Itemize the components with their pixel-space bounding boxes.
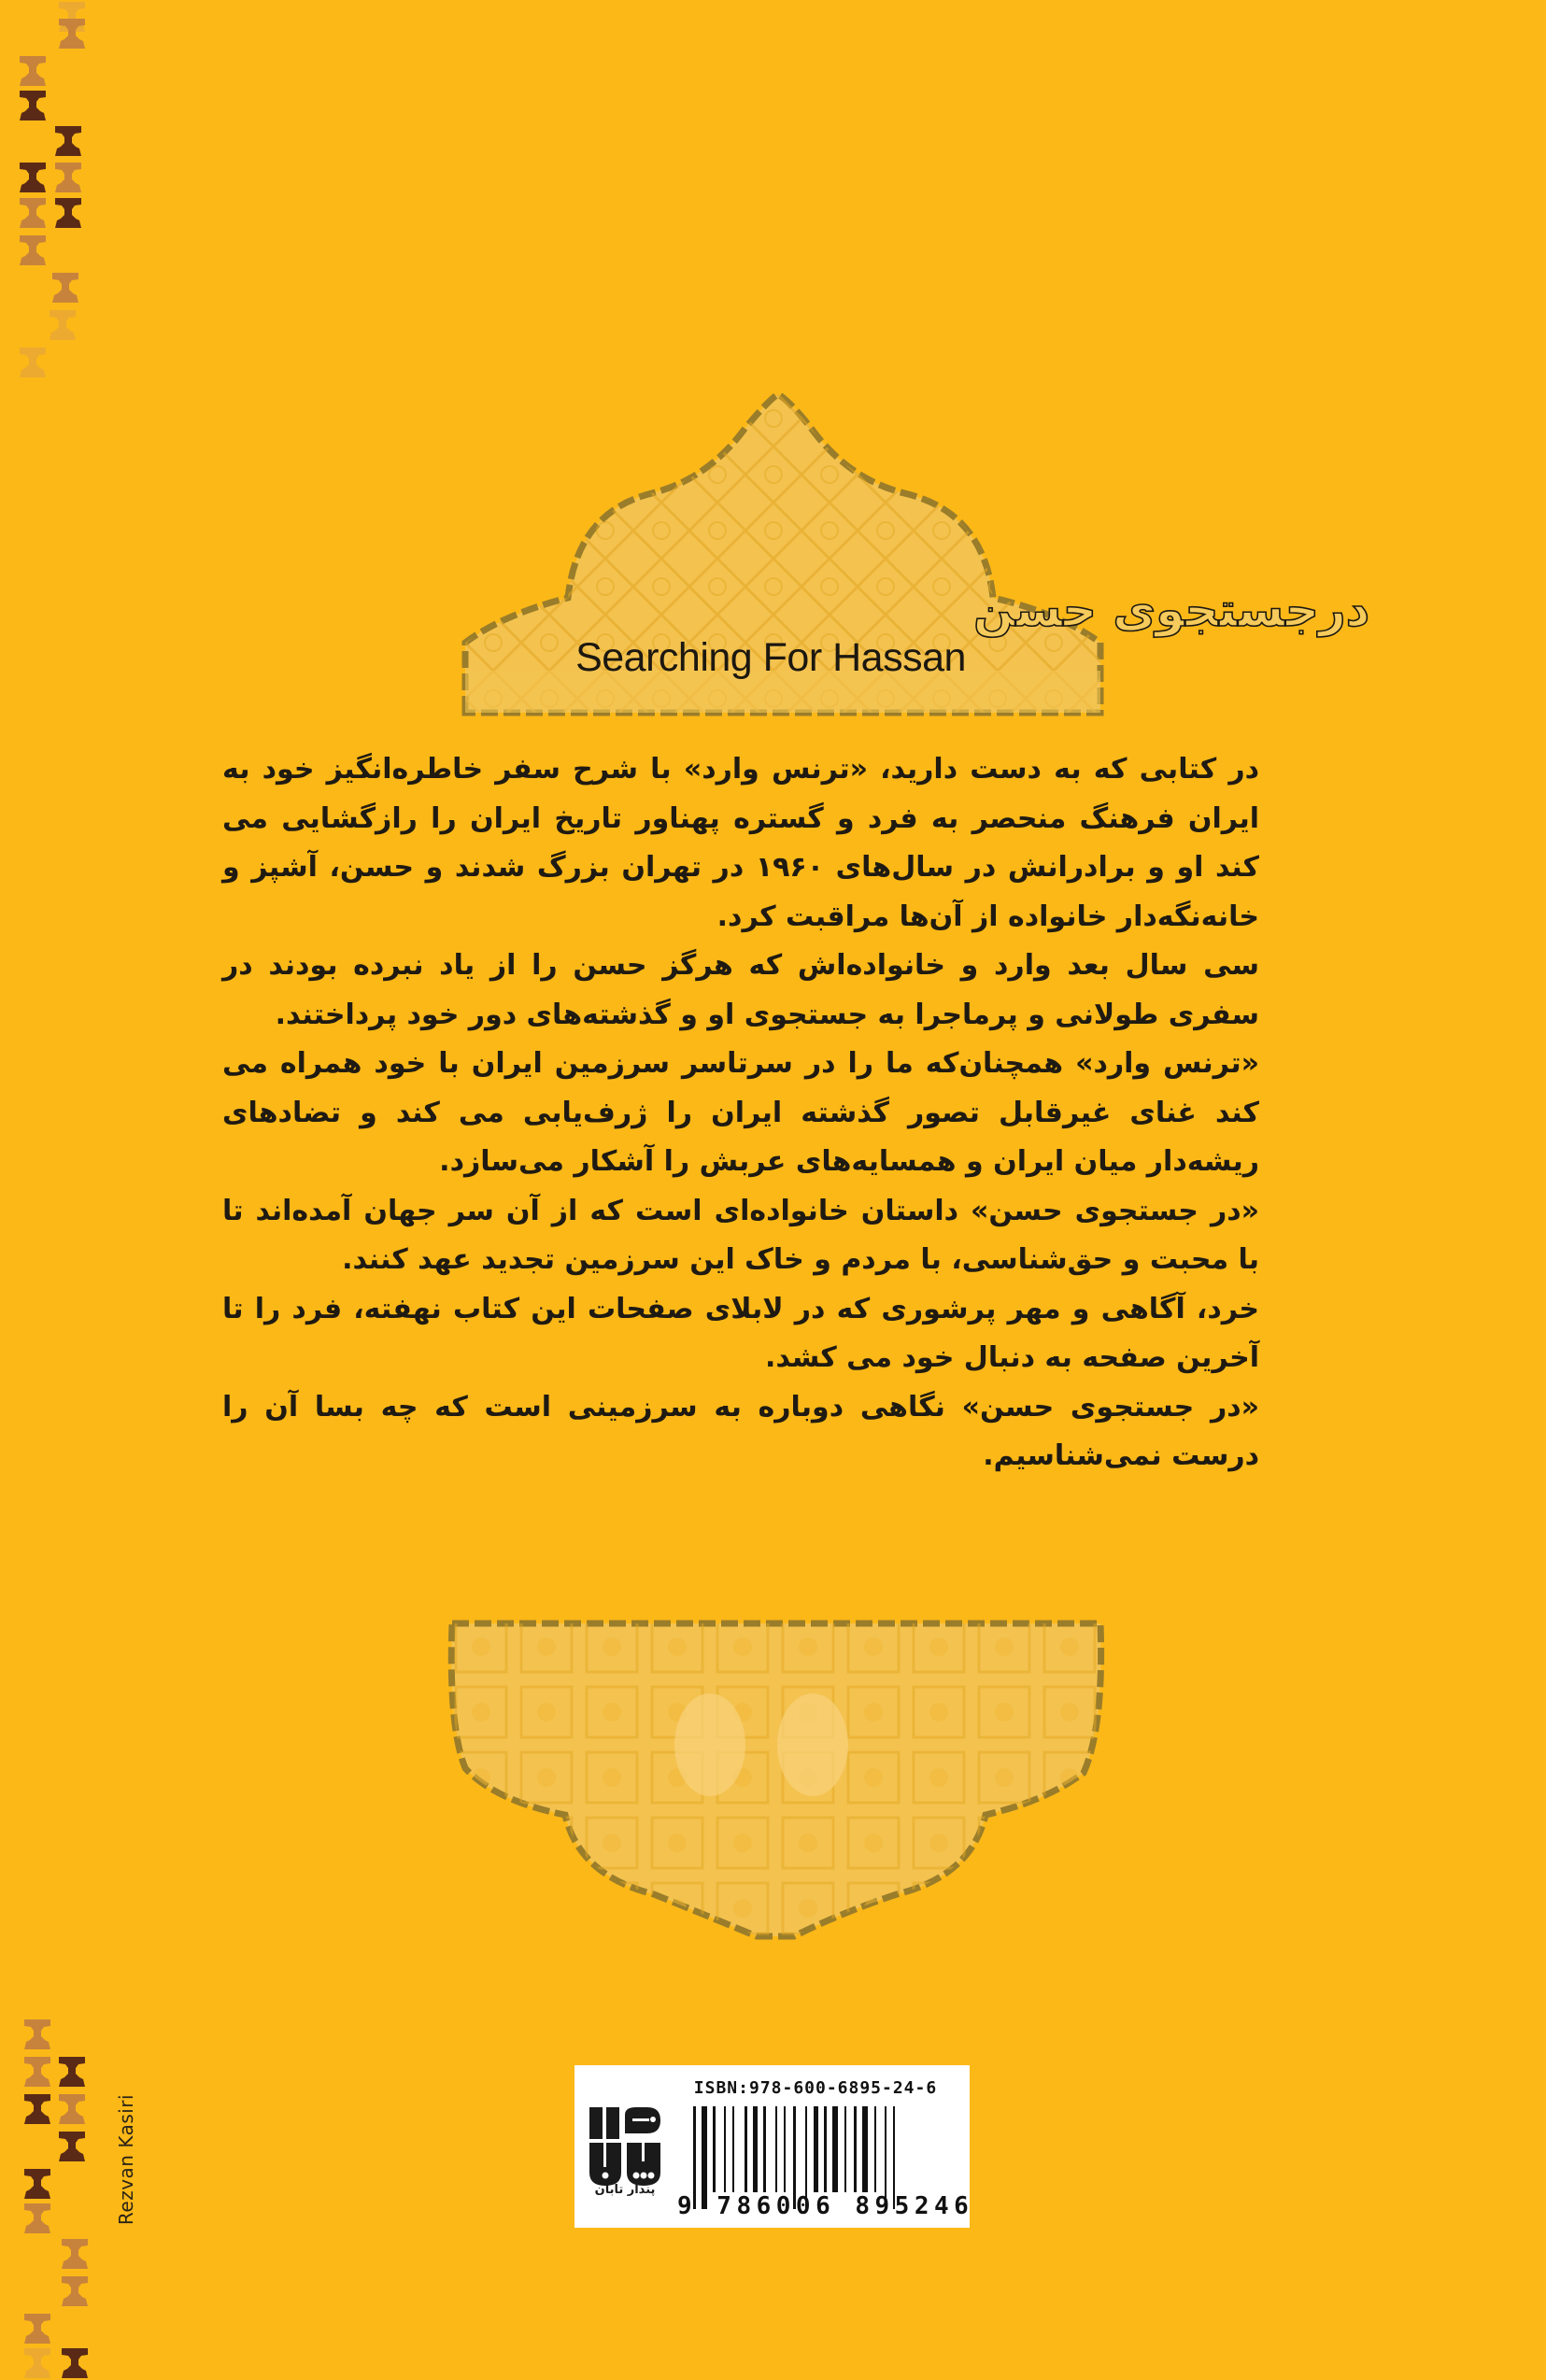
hourglass-motif-icon [19,54,47,88]
hourglass-motif-icon [58,17,86,50]
hourglass-motif-icon [61,2237,89,2271]
hourglass-motif-icon [23,2202,51,2235]
blurb-paragraph: «در جستجوی حسن» نگاهی دوباره به سرزمینی است که چه بسا آن را درست نمی‌شناسیم. [222,1390,1259,1472]
hourglass-motif-icon [54,196,82,230]
hourglass-motif-icon [23,2346,51,2380]
ean-digits: 9 786006 895246 [677,2192,974,2220]
blurb-paragraph: خرد، آگاهی و مهر پرشوری که در لابلای صفحات این کتاب نهفته، فرد را تا آخرین صفحه به دنبال خود می کشد. [222,1292,1259,1374]
hourglass-motif-icon [49,308,77,342]
publisher-name: پندار تابان [594,2183,656,2197]
back-cover-blurb [222,745,1259,1481]
hourglass-motif-icon [61,2346,89,2380]
hourglass-motif-icon [19,196,47,230]
hourglass-motif-icon [19,89,47,122]
isbn-label: ISBN:978-600-6895-24-6 [693,2078,938,2098]
isbn-barcode-box [574,2065,974,2228]
blurb-paragraph: سی سال بعد وارد و خانواده‌اش که هرگز حسن را از یاد نبرده بودند در سفری طولانی و پرماجرا به جستجوی او و گذشته‌های دور خود پرداختند. [222,949,1259,1031]
hourglass-motif-icon [19,234,47,267]
hourglass-motif-icon [51,271,79,305]
designer-credit: Rezvan Kasiri [115,2093,137,2226]
hourglass-motif-icon [23,2055,51,2089]
hourglass-motif-icon [19,346,47,379]
hourglass-motif-icon [23,2167,51,2201]
inverted-dome-ornament-icon [448,1614,1104,1941]
blurb-paragraph: در کتابی که به دست دارید، «ترنس وارد» با شرح سفر خاطره‌انگیز خود به ایران فرهنگ منحصر به فرد و گستره پهناور تاریخ ایران را رازگشایی می کند او و برادرانش در سال‌های ۱۹۶۰ در تهران بزرگ شدند و حسن، آشپز و خانه‌نگه‌دار خانواده از آن‌ها مراقبت کرد. [222,753,1259,933]
hourglass-motif-icon [19,161,47,194]
hourglass-motif-icon [58,2055,86,2089]
hourglass-motif-icon [23,2018,51,2051]
hourglass-motif-icon [54,161,82,194]
blurb-paragraph: «ترنس وارد» همچنان‌که ما را در سرتاسر سرزمین ایران با خود همراه می کند غنای غیرقابل تصور گذشته ایران را ژرف‌یابی می کند و تضادهای ریشه‌دار میان ایران و همسایه‌های عربش را آشکار می‌سازد. [222,1047,1259,1178]
hourglass-motif-icon [54,124,82,158]
hourglass-motif-icon [58,2092,86,2126]
hourglass-motif-icon [23,2312,51,2345]
blurb-paragraph: «در جستجوی حسن» داستان خانواده‌ای است که از آن سر جهان آمده‌اند تا با محبت و حق‌شناسی، با مردم و خاک این سرزمین تجدید عهد کنند. [222,1194,1259,1276]
english-title: Searching For Hassan [575,635,966,680]
hourglass-motif-icon [61,2274,89,2308]
persian-title [572,577,1370,639]
svg-text:درجستجوی حسن: درجستجوی حسن [973,583,1370,637]
hourglass-motif-icon [58,2130,86,2163]
hourglass-motif-icon [23,2092,51,2126]
